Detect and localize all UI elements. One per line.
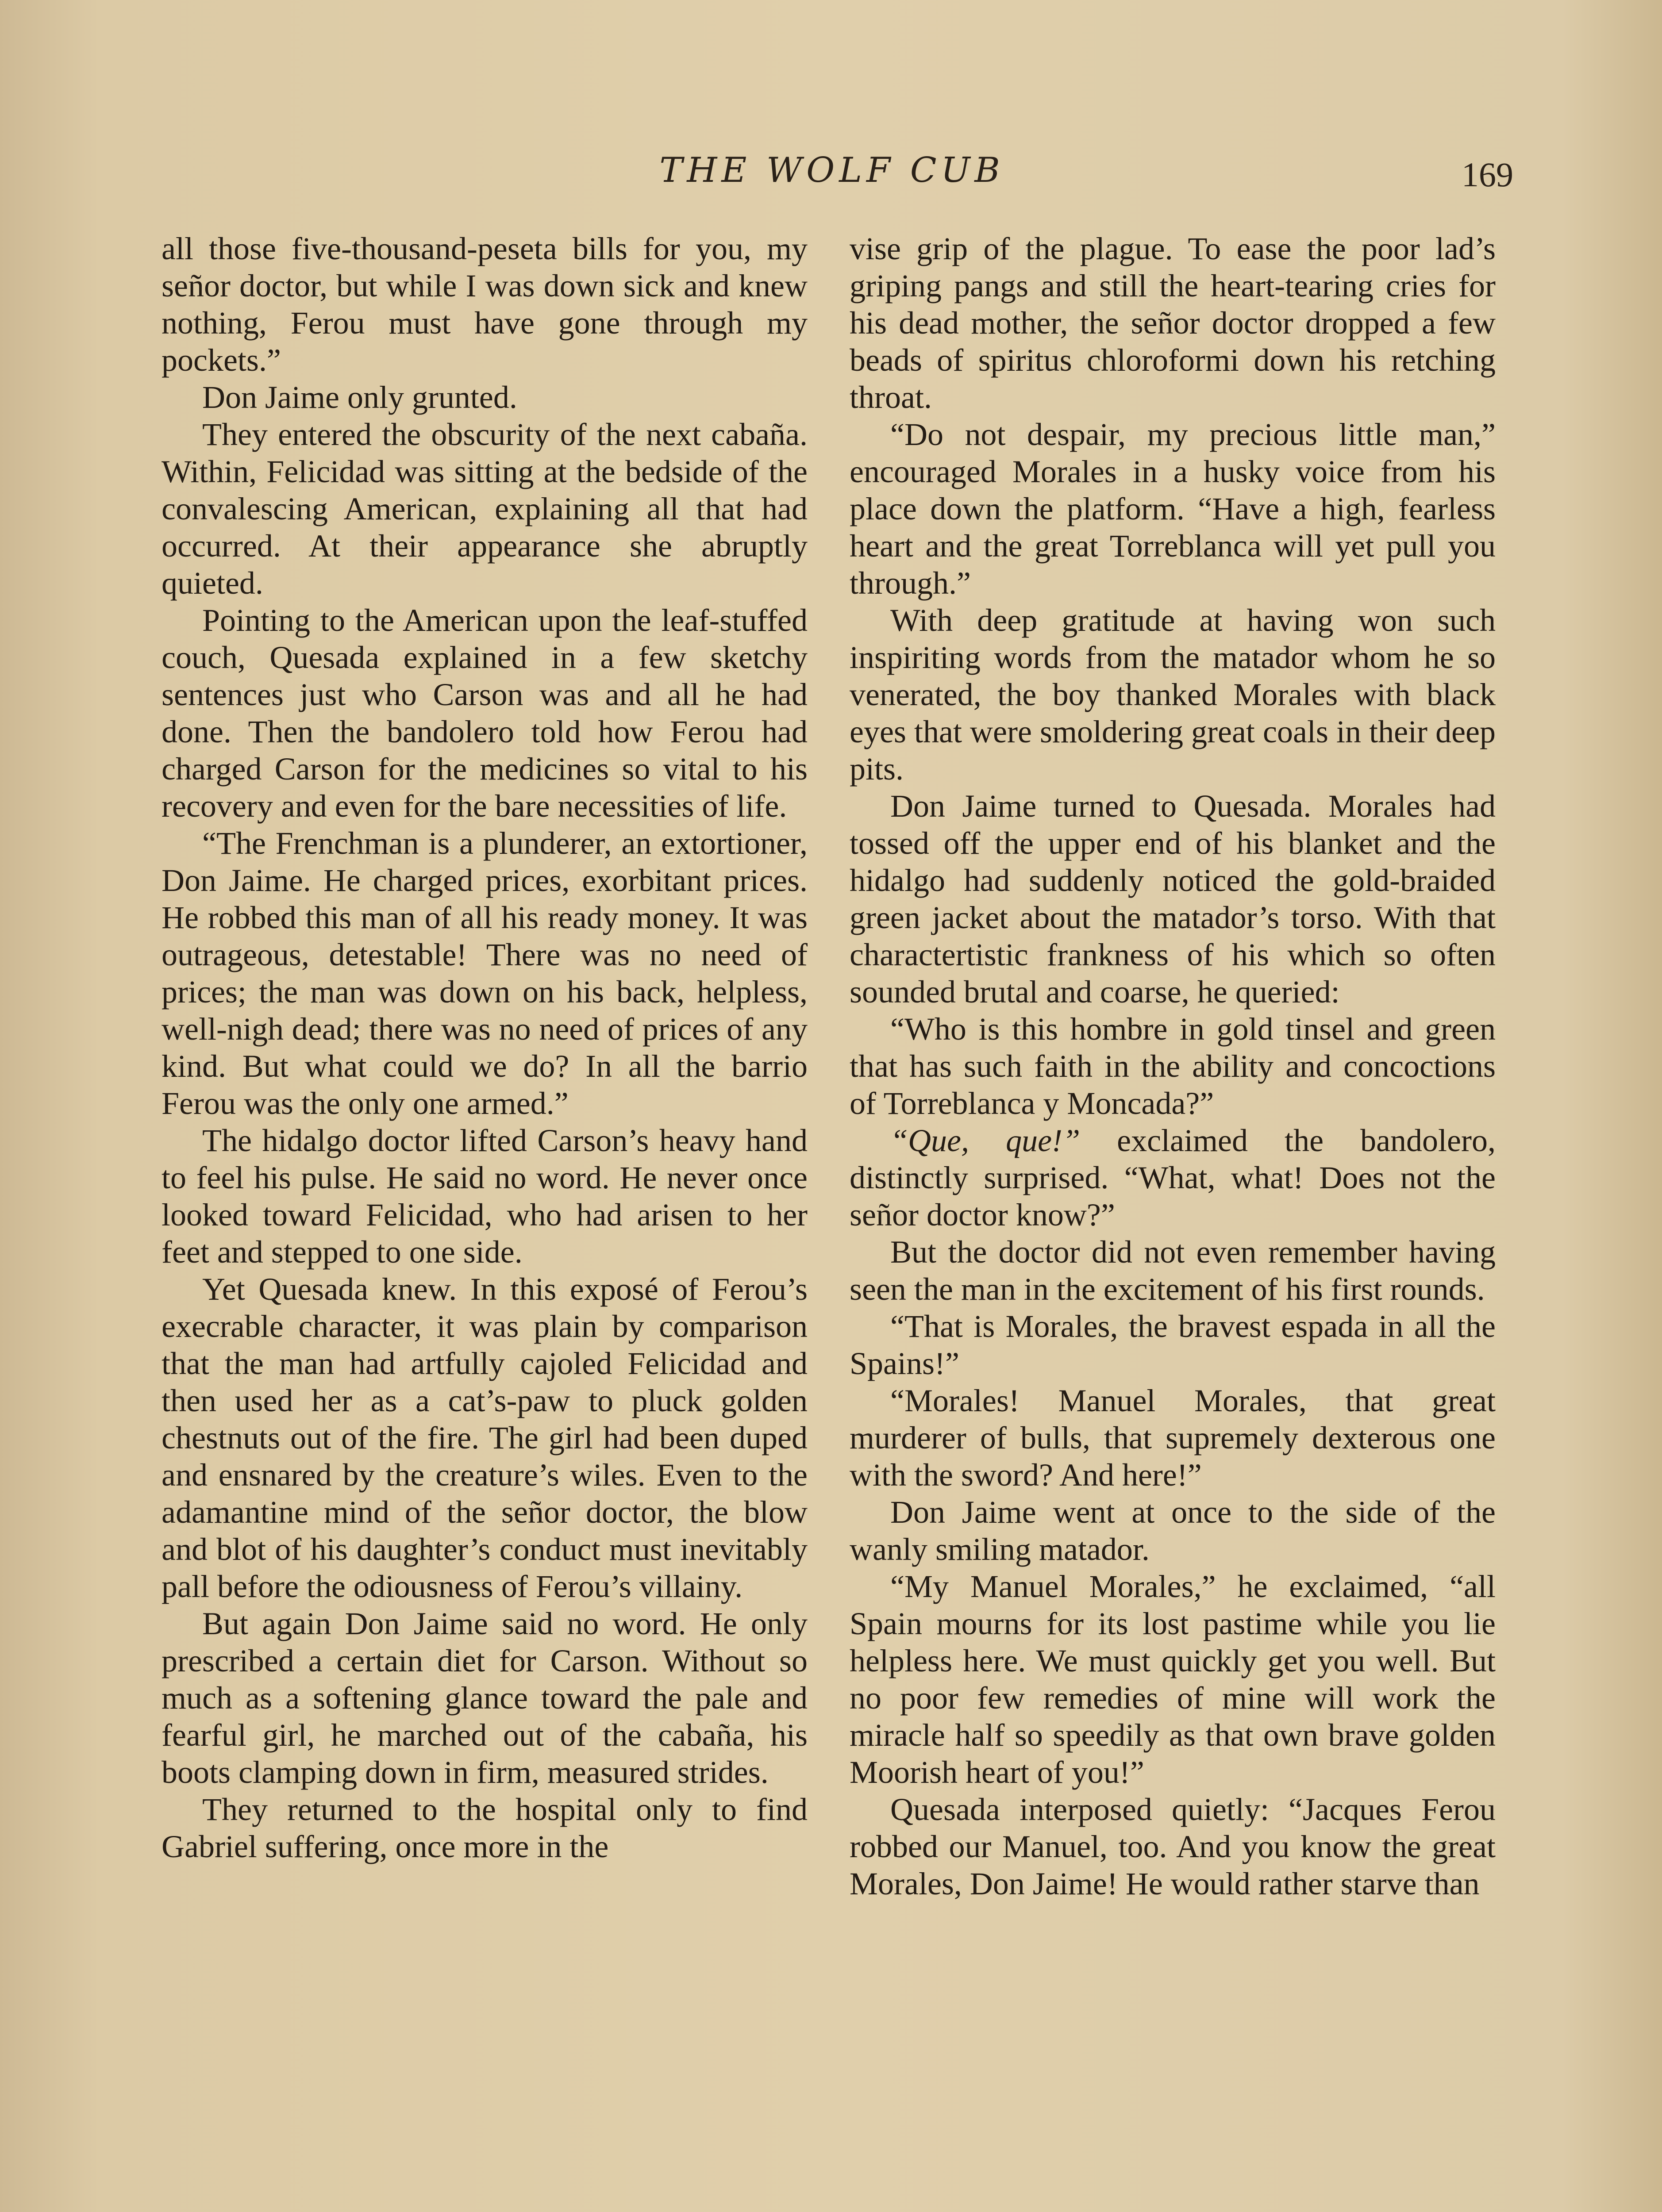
page-header [159, 146, 1513, 204]
paragraph: vise grip of the plague. To ease the poor lad’s griping pangs and still the heart-tearing cries for his dead mother, the señor doctor dropped a few beads of spiritus chloroformi down his retching throat. [850, 231, 1496, 415]
paragraph: Don Jaime only grunted. [202, 380, 517, 415]
running-title: THE WOLF CUB [659, 150, 1004, 190]
paragraph: But the doctor did not even remember having seen the man in the excitement of his first rounds. [850, 1234, 1496, 1307]
paragraph: Don Jaime went at once to the side of the wanly smiling matador. [850, 1494, 1496, 1567]
paragraph [850, 1122, 1496, 1233]
page-number: 169 [1462, 155, 1513, 194]
paragraph: Pointing to the American upon the leaf-stuffed couch, Quesada explained in a few sketchy sentences just who Carson was and all he had done. Then the bandolero told how Ferou had charged Carson for the medicines so vital to his recovery and even for the bare necessities of life. [162, 603, 808, 824]
paragraph: all those five-thousand-peseta bills for you, my señor doctor, but while I was down sick and knew nothing, Ferou must have gone through my pockets.” [162, 231, 808, 378]
paragraph: With deep gratitude at having won such inspiriting words from the matador whom he so venerated, the boy thanked Morales with black eyes that were smoldering great coals in their deep pits. [850, 603, 1496, 787]
paragraph: “That is Morales, the bravest espada in all the Spains!” [850, 1309, 1496, 1381]
paragraph-text: exclaimed the bandolero, distinctly surprised. “What, what! Does not the señor doctor know?” [850, 1123, 1496, 1233]
paragraph: Quesada interposed quietly: “Jacques Ferou robbed our Manuel, too. And you know the great Morales, Don Jaime! He would rather starve than [850, 1792, 1496, 1901]
right-column [850, 230, 1496, 1902]
italic-exclamation: “Que, que!” [890, 1123, 1081, 1158]
paragraph: But again Don Jaime said no word. He only prescribed a certain diet for Carson. Without so much as a softening glance toward the pale and fearful girl, he marched out of the cabaña, his boots clamping down in firm, measured strides. [162, 1606, 808, 1790]
left-column [162, 230, 808, 1865]
paragraph: Don Jaime turned to Quesada. Morales had tossed off the upper end of his blanket and the hidalgo had suddenly noticed the gold-braided green jacket about the matador’s torso. With that charactertistic frankness of his which so often sounded brutal and coarse, he queried: [850, 788, 1496, 1010]
paragraph: “Do not despair, my precious little man,” encouraged Morales in a husky voice from his place down the platform. “Have a high, fearless heart and the great Torreblanca will yet pull you through.” [850, 417, 1496, 601]
paragraph: They returned to the hospital only to find Gabriel suffering, once more in the [162, 1792, 808, 1864]
paragraph: “My Manuel Morales,” he exclaimed, “all Spain mourns for its lost pastime while you lie helpless here. We must quickly get you well. But no poor few remedies of mine will work the miracle half so speedily as that own brave golden Moorish heart of you!” [850, 1569, 1496, 1790]
paragraph: “Who is this hombre in gold tinsel and green that has such faith in the ability and concoctions of Torreblanca y Moncada?” [850, 1011, 1496, 1121]
paragraph: “The Frenchman is a plunderer, an extortioner, Don Jaime. He charged prices, exorbitant prices. He robbed this man of all his ready money. It was outrageous, detestable! There was no need of prices; the man was down on his back, helpless, well-nigh dead; there was no need of prices of any kind. But what could we do? In all the barrio Ferou was the only one armed.” [162, 826, 808, 1121]
paragraph: They entered the obscurity of the next cabaña. Within, Felicidad was sitting at the bedside of the convalescing American, explaining all that had occurred. At their appearance she abruptly quieted. [162, 417, 808, 601]
paragraph: Yet Quesada knew. In this exposé of Ferou’s execrable character, it was plain by comparison that the man had artfully cajoled Felicidad and then used her as a cat’s-paw to pluck golden chestnuts out of the fire. The girl had been duped and ensnared by the creature’s wiles. Even to the adamantine mind of the señor doctor, the blow and blot of his daughter’s conduct must inevitably pall before the odiousness of Ferou’s villainy. [162, 1271, 808, 1604]
paragraph: The hidalgo doctor lifted Carson’s heavy hand to feel his pulse. He said no word. He never once looked toward Felicidad, who had arisen to her feet and stepped to one side. [162, 1123, 808, 1270]
paragraph: “Morales! Manuel Morales, that great murderer of bulls, that supremely dexterous one with the sword? And here!” [850, 1383, 1496, 1493]
